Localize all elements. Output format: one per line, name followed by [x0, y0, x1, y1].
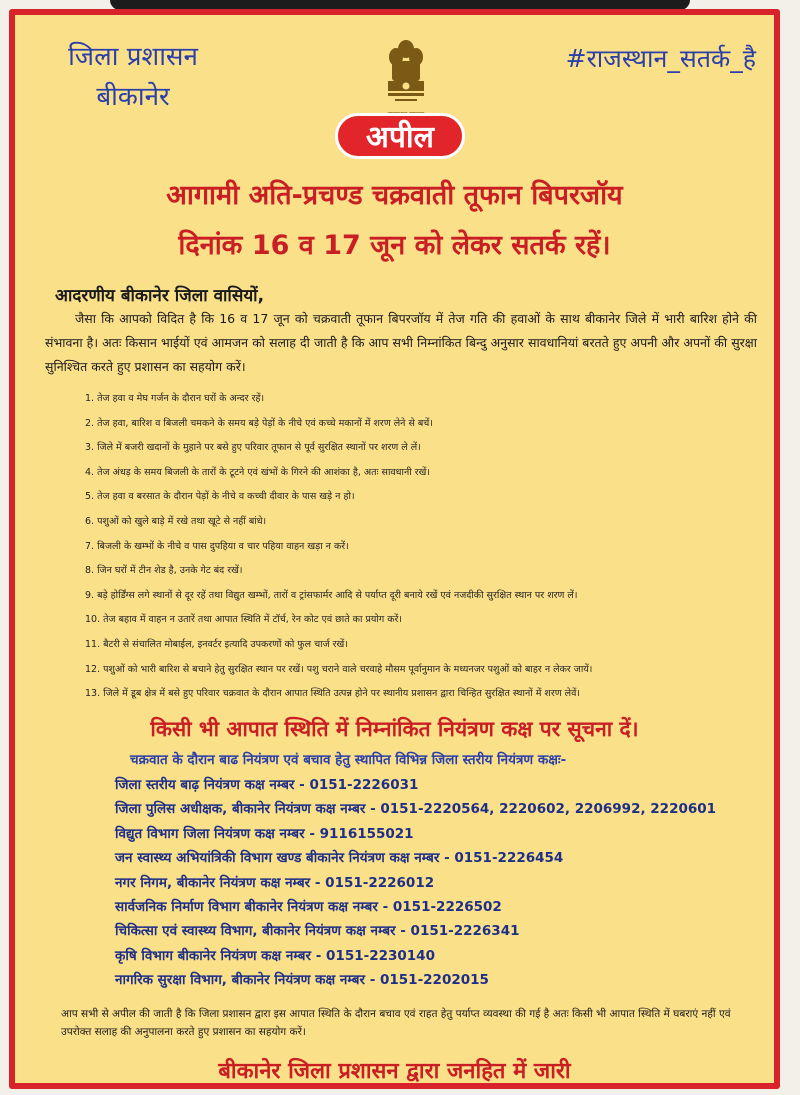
appeal-badge: अपील	[335, 113, 465, 159]
control-room-list	[115, 773, 775, 993]
salutation: आदरणीय बीकानेर जिला वासियों,	[55, 286, 265, 306]
district-administration-label	[43, 37, 223, 117]
precaution-item: 7. बिजली के खम्भों के नीचे व पास दुपहिया व चार पहिया वाहन खड़ा न करें।	[85, 540, 349, 552]
hashtag-label: #राजस्थान_सतर्क_है	[565, 44, 756, 73]
control-room-item: जिला स्तरीय बाढ़ नियंत्रण कक्ष नम्बर - 0151-2226031	[115, 777, 419, 793]
district-admin-line1: जिला प्रशासन	[68, 42, 198, 72]
precaution-item: 11. बैटरी से संचालित मोबाईल, इनवर्टर इत्यादि उपकरणों को फुल चार्ज रखें।	[85, 638, 348, 650]
control-room-item: नागरिक सुरक्षा विभाग, बीकानेर नियंत्रण कक्ष नम्बर - 0151-2202015	[115, 972, 489, 989]
precaution-item: 8. जिन घरों में टीन शेड है, उनके गेट बंद रखें।	[85, 565, 243, 577]
precaution-item: 13. जिले में डूब क्षेत्र में बसे हुए परिवार चक्रवात के दौरान आपात स्थिति उत्पन्न होने पर स्थानीय प्रशासन द्वारा चिन्हित सुरक्षित स्थानों में शरण लेवें।	[85, 688, 580, 700]
precaution-item: 10. तेज बहाव में वाहन न उतारें तथा आपात स्थिति में टॉर्च, रेन कोट एवं छाते का प्रयोग करें।	[85, 614, 402, 626]
district-admin-line2: बीकानेर	[96, 82, 170, 112]
precaution-list	[85, 387, 755, 707]
headline-line2: दिनांक 16 व 17 जून को लेकर सतर्क रहें।	[178, 230, 611, 261]
control-room-item: चिकित्सा एवं स्वास्थ्य विभाग, बीकानेर नियंत्रण कक्ष नम्बर - 0151-2226341	[115, 923, 520, 940]
issued-by-footer: बीकानेर जिला प्रशासन द्वारा जनहित में जारी	[218, 1059, 571, 1084]
precaution-item: 12. पशुओं को भारी बारिश से बचाने हेतु सुरक्षित स्थान पर रखें। पशु चराने वाले चरवाहे मौसम पूर्वानुमान के मध्यनजर पशुओं को बाहर न लेकर जायें।	[85, 663, 593, 675]
state-emblem	[375, 37, 437, 121]
report-heading: किसी भी आपात स्थिति में निम्नांकित नियंत्रण कक्ष पर सूचना दें।	[150, 717, 639, 741]
precaution-item: 3. जिले में बजरी खदानों के मुहाने पर बसे हुए परिवार तूफान से पूर्व सुरक्षित स्थानों पर शरण ले लें।	[85, 442, 421, 454]
control-room-item: जन स्वास्थ्य अभियांत्रिकी विभाग खण्ड बीकानेर नियंत्रण कक्ष नम्बर - 0151-2226454	[115, 850, 564, 867]
control-room-item: नगर निगम, बीकानेर नियंत्रण कक्ष नम्बर - 0151-2226012	[115, 874, 435, 891]
control-room-item: कृषि विभाग बीकानेर नियंत्रण कक्ष नम्बर - 0151-2230140	[115, 947, 435, 964]
headline-line1: आगामी अति-प्रचण्ड चक्रवाती तूफान बिपरजॉय	[166, 180, 623, 211]
precaution-item: 5. तेज हवा व बरसात के दौरान पेड़ों के नीचे व कच्ची दीवार के पास खड़े न हो।	[85, 491, 355, 503]
control-room-item: विद्युत विभाग जिला नियंत्रण कक्ष नम्बर - 9116155021	[115, 825, 414, 842]
precaution-item: 1. तेज हवा व मेघ गर्जन के दौरान घरों के अन्दर रहें।	[85, 393, 265, 404]
lion-capital-icon	[383, 37, 429, 107]
appeal-poster	[9, 9, 780, 1089]
precaution-item: 4. तेज अंधड़ के समय बिजली के तारों के टूटने एवं खंभों के गिरने की आशंका है, अतः सावधानी रखें।	[85, 466, 430, 478]
precaution-item: 9. बड़े होर्डिंग्स लगे स्थानों से दूर रहें तथा विद्युत खम्भों, तारों व ट्रांसफार्मर आदि से पर्याप्त दूरी बनाये रखें एवं नजदीकी सुरक्षित स्थान पर शरण लें।	[85, 589, 578, 601]
precaution-item: 2. तेज हवा, बारिश व बिजली चमकने के समय बड़े पेड़ों के नीचे एवं कच्चे मकानों में शरण लेने से बचें।	[85, 417, 433, 429]
control-room-item: जिला पुलिस अधीक्षक, बीकानेर नियंत्रण कक्ष नम्बर - 0151-2220564, 2220602, 2206992, 2220601	[115, 801, 717, 818]
control-room-item: सार्वजनिक निर्माण विभाग बीकानेर नियंत्रण कक्ष नम्बर - 0151-2226502	[115, 898, 502, 915]
precaution-item: 6. पशुओं को खुले बाड़े में रखे तथा खूटे से नहीं बांधे।	[85, 515, 267, 527]
intro-paragraph: जैसा कि आपको विदित है कि 16 व 17 जून को चक्रवाती तूफान बिपरजॉय में तेज गति की हवाओं के साथ बीकानेर जिले में भारी बारिश होने की संभावना है। अतः किसान भाईयों एवं आमजन को सलाह दी जाती है कि आप सभी निम्नांकित बिन्दु अनुसार सावधानियां बरतते हुए अपनी और अपनों की सुरक्षा सुनिश्चित करते हुए प्रशासन का सहयोग करें।	[45, 311, 757, 374]
closing-note: आप सभी से अपील की जाती है कि जिला प्रशासन द्वारा इस आपात स्थिति के दौरान बचाव एवं राहत हेतु पर्याप्त व्यवस्था की गई है अतः किसी भी आपात स्थिति में घबराएं नहीं एवं उपरोक्त सलाह की अनुपालना करते हुए प्रशासन का सहयोग करें।	[61, 1008, 731, 1038]
control-rooms-heading: चक्रवात के दौरान बाढ नियंत्रण एवं बचाव हेतु स्थापित विभिन्न जिला स्तरीय नियंत्रण कक्षः-	[130, 752, 567, 768]
